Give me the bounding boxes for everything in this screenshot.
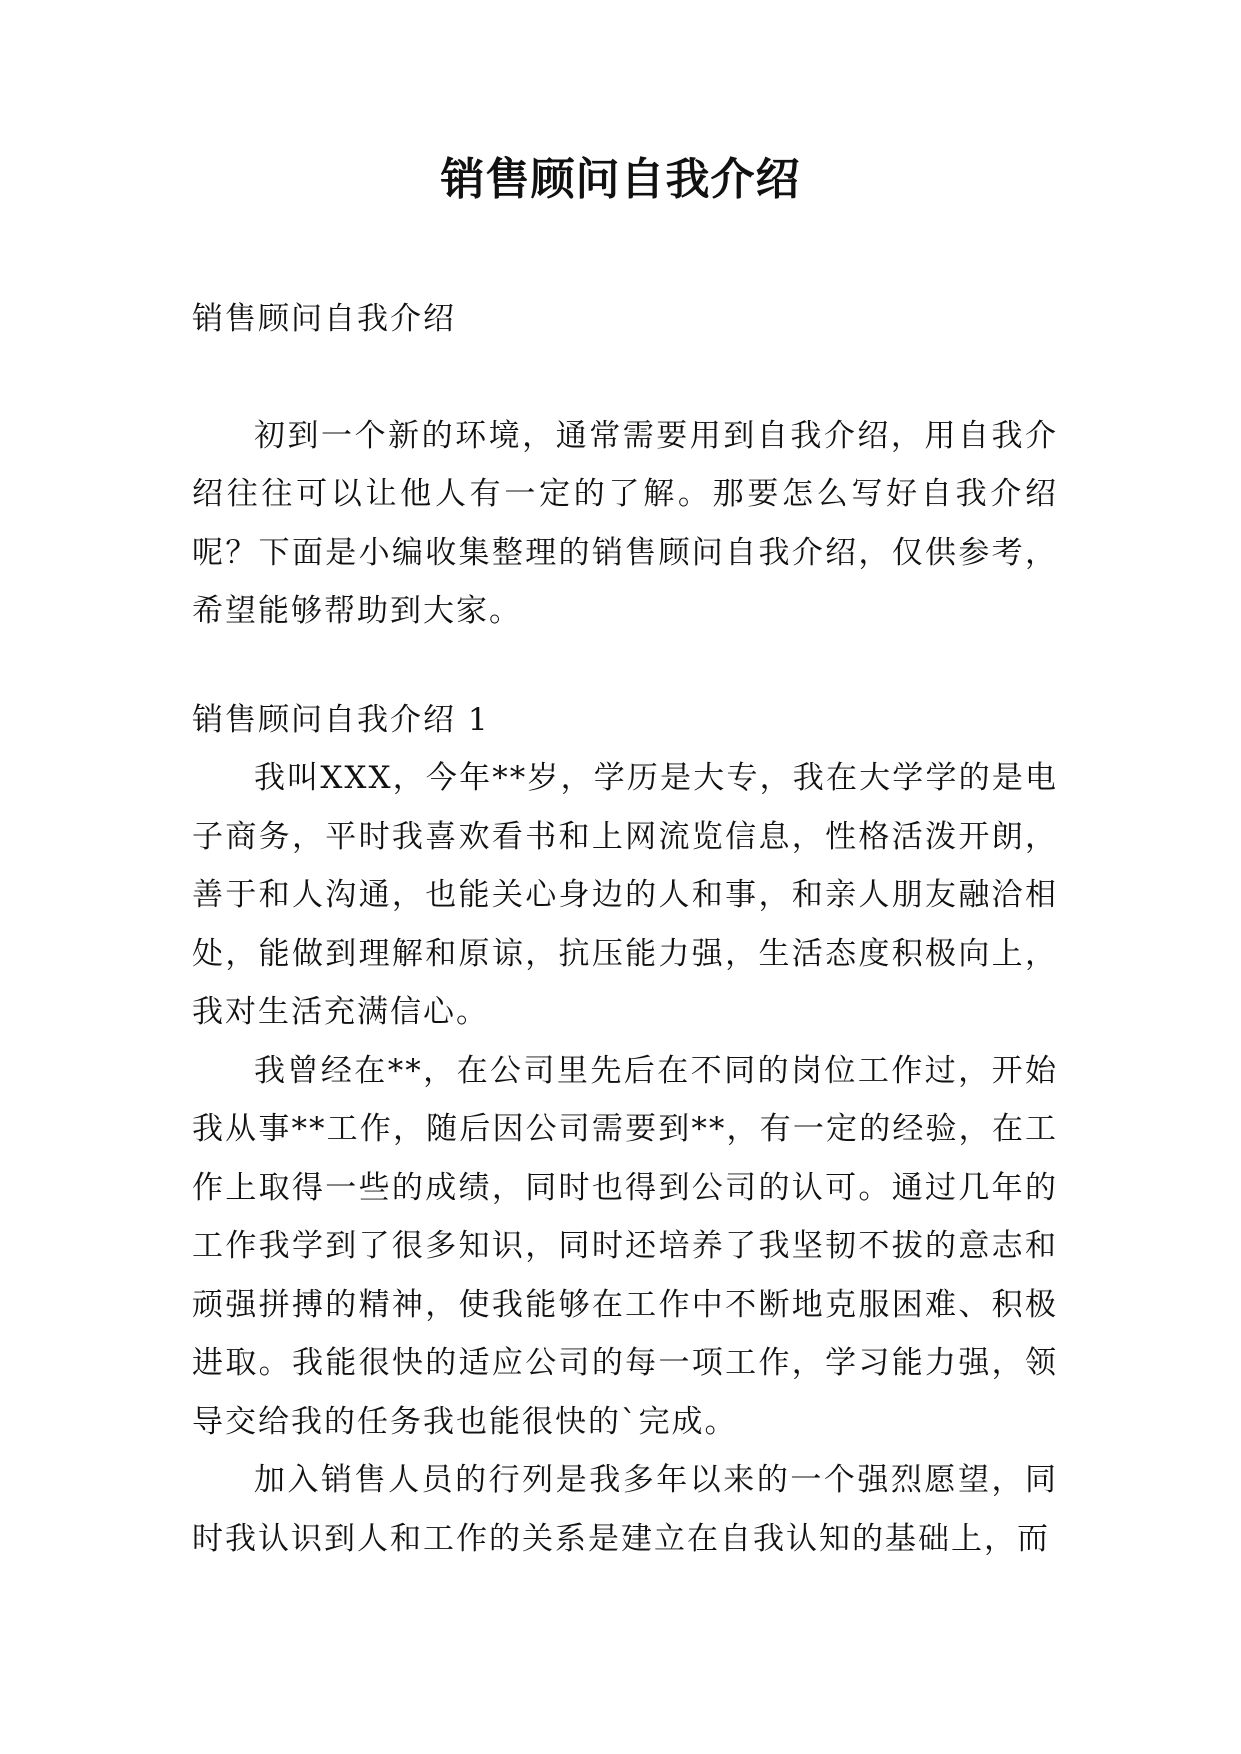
section-heading: 销售顾问自我介绍 1: [192, 701, 490, 738]
document-title: 销售顾问自我介绍: [440, 154, 801, 205]
document-subtitle: 销售顾问自我介绍: [192, 301, 456, 337]
spacer: [192, 349, 1058, 407]
body-paragraph-3: 加入销售人员的行列是我多年以来的一个强烈愿望，同时我认识到人和工作的关系是建立在自我认知的基础上，而: [192, 1462, 1058, 1557]
body-paragraph-2: 我曾经在**，在公司里先后在不同的岗位工作过，开始我从事**工作，随后因公司需要到**，有一定的经验，在工作上取得一些的成绩，同时也得到公司的认可。通过几年的工作我学到了很多知识，同时还培养了我坚韧不拔的意志和顽强拼搏的精神，使我能够在工作中不断地克服困难、积极进取。我能很快的适应公司的每一项工作，学习能力强，领导交给我的任务我也能很快的`完成。: [192, 1052, 1058, 1440]
document-body: [192, 290, 1058, 1568]
spacer: [192, 641, 1058, 691]
body-paragraph-1: 我叫XXX，今年**岁，学历是大专，我在大学学的是电子商务，平时我喜欢看书和上网流览信息，性格活泼开朗，善于和人沟通，也能关心身边的人和事，和亲人朋友融洽相处，能做到理解和原谅，抗压能力强，生活态度积极向上，我对生活充满信心。: [192, 760, 1058, 1030]
intro-paragraph: 初到一个新的环境，通常需要用到自我介绍，用自我介绍往往可以让他人有一定的了解。那要怎么写好自我介绍呢？下面是小编收集整理的销售顾问自我介绍，仅供参考，希望能够帮助到大家。: [192, 417, 1058, 629]
